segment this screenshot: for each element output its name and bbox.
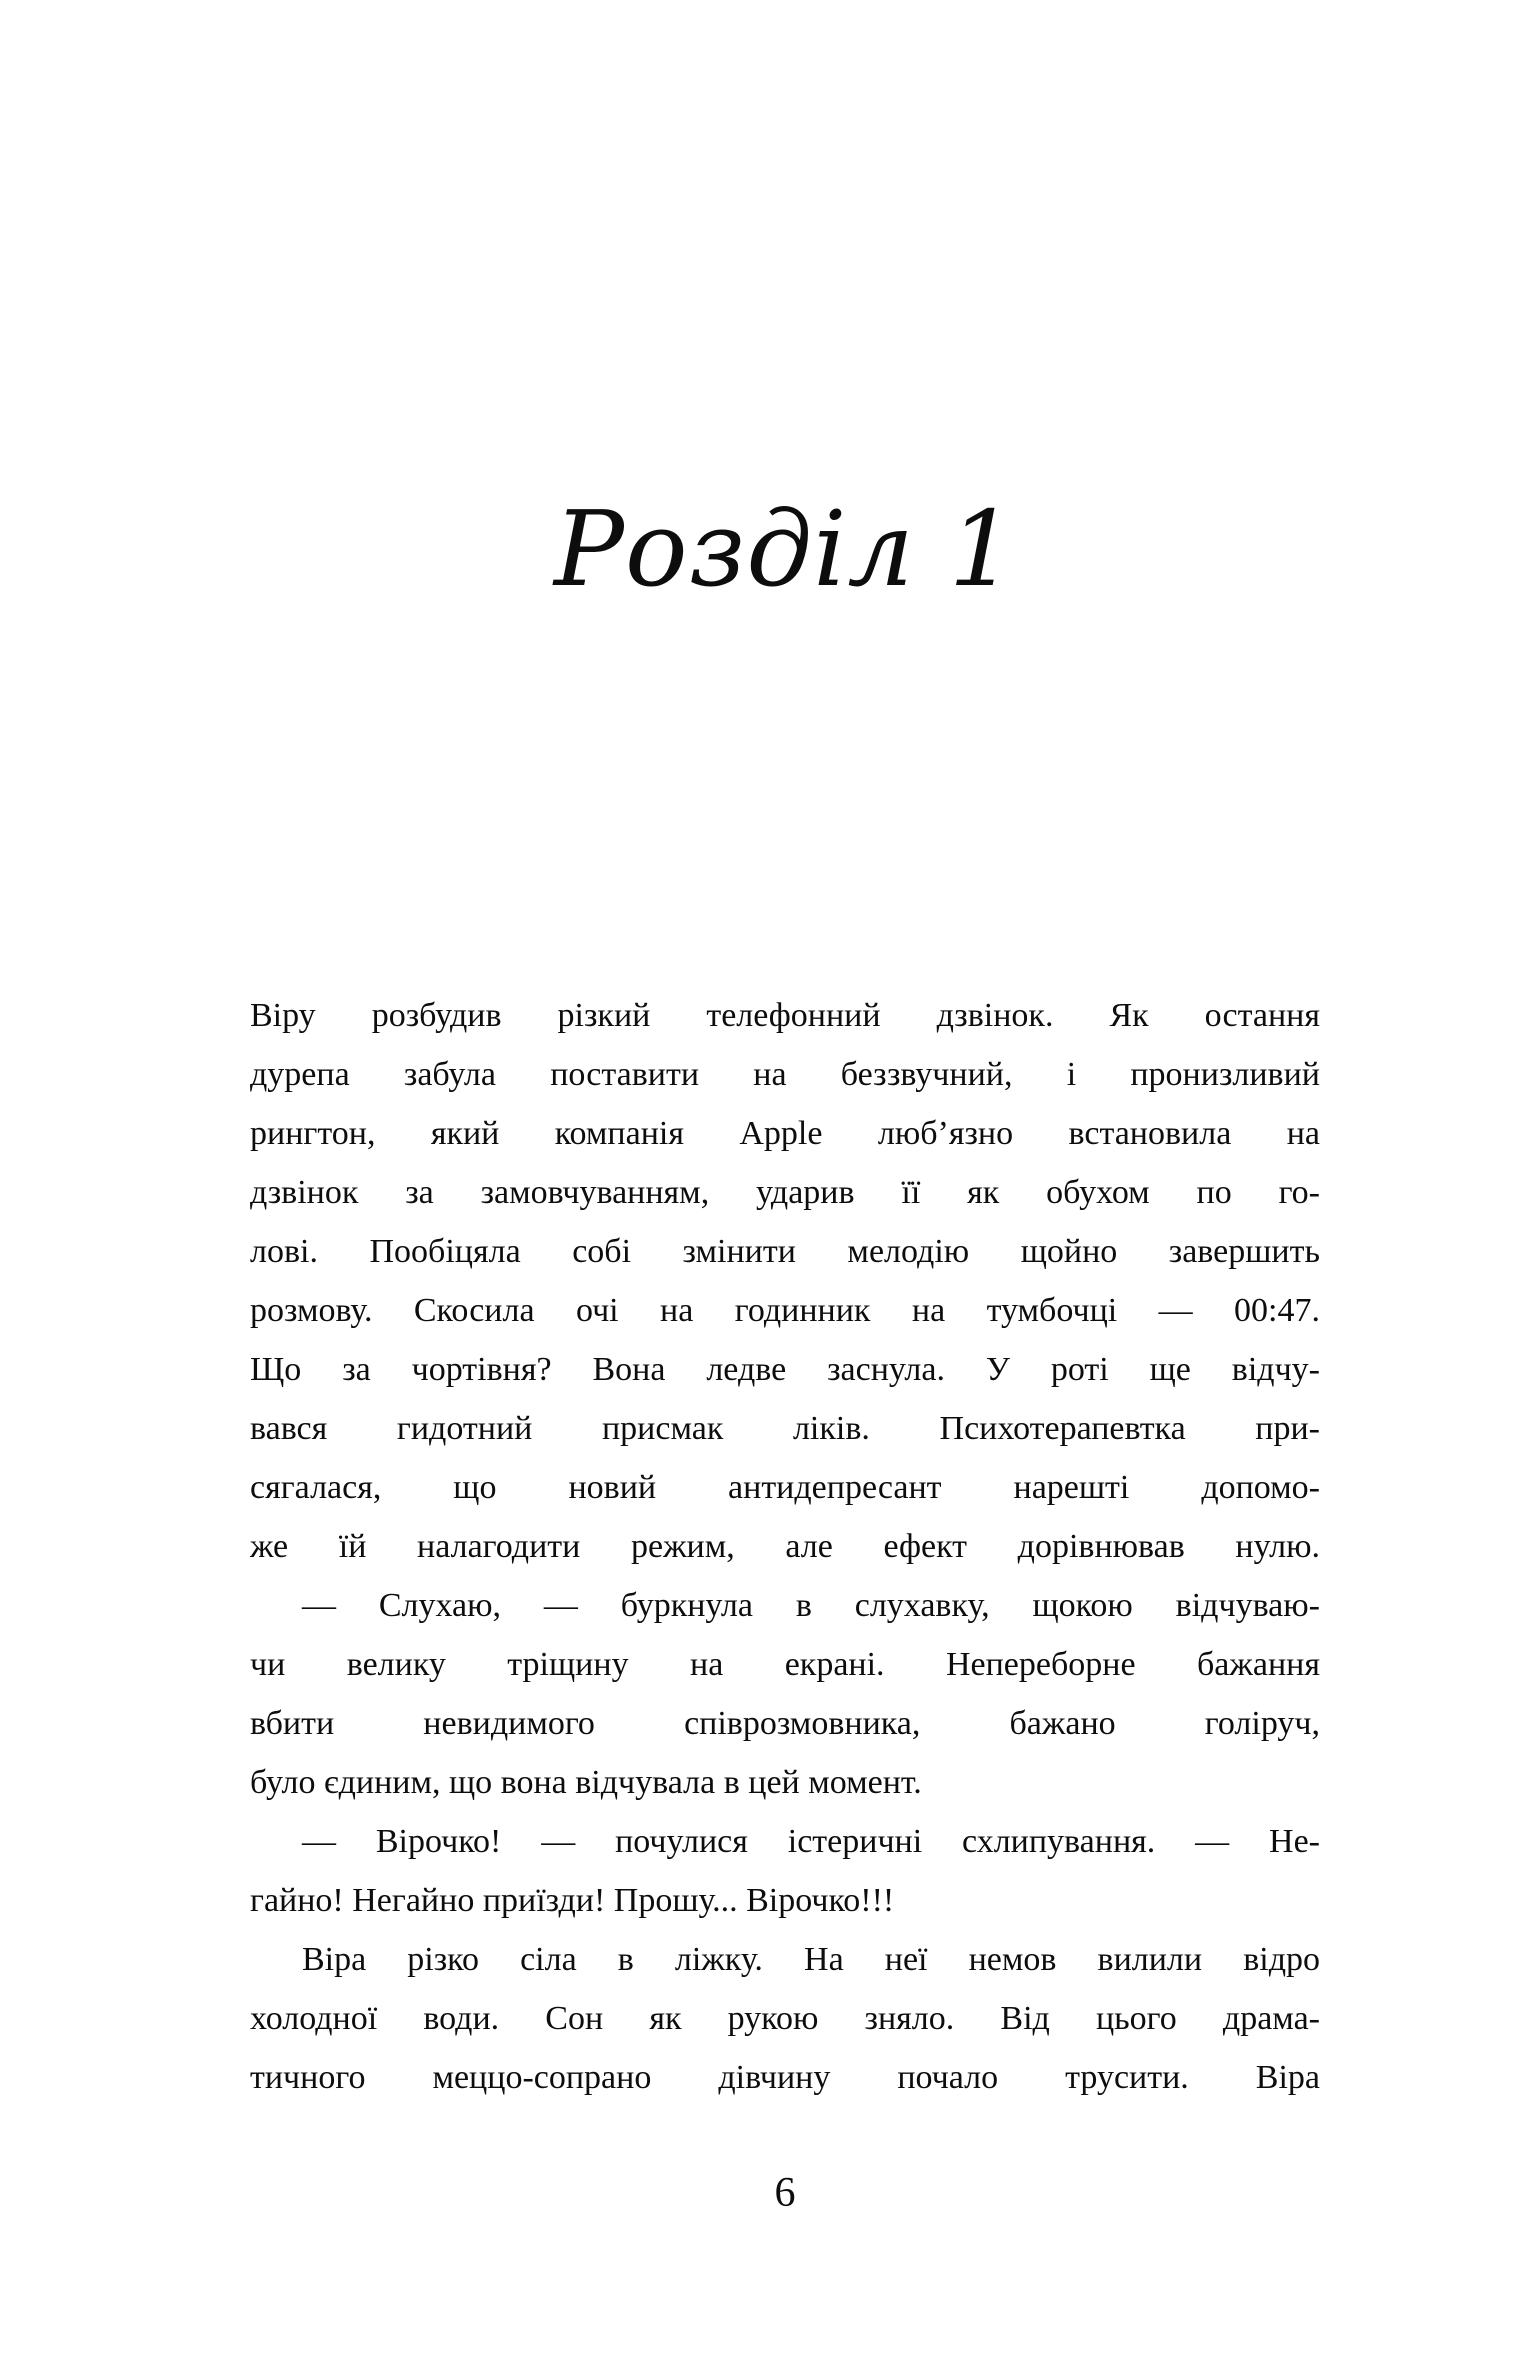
body-text [250, 986, 1320, 2107]
text-line: — Слухаю, — буркнула в слухавку, щокою відчуваю- [302, 1587, 1320, 1624]
text-line: Віра різко сіла в ліжку. На неї немов вилили відро [302, 1941, 1320, 1978]
text-line: дурепа забула поставити на беззвучний, і пронизливий [250, 1056, 1320, 1093]
text-line: рингтон, який компанія Apple люб’язно встановила на [250, 1115, 1320, 1152]
text-line: лові. Пообіцяла собі змінити мелодію щойно завершить [250, 1233, 1320, 1270]
text-line: чи велику тріщину на екрані. Непереборне бажання [250, 1646, 1320, 1683]
text-line: дзвінок за замовчуванням, ударив її як обухом по го- [250, 1174, 1320, 1211]
text-line: Віру розбудив різкий телефонний дзвінок. Як остання [250, 997, 1320, 1034]
text-line: — Вірочко! — почулися істеричні схлипування. — Не- [302, 1823, 1320, 1860]
text-line: холодної води. Сон як рукою зняло. Від цього драма- [250, 2000, 1320, 2037]
text-line: розмову. Скосила очі на годинник на тумбочці — 00:47. [250, 1292, 1320, 1329]
chapter-title: Розділ 1 [554, 488, 1016, 610]
text-line: гайно! Негайно приїзди! Прошу... Вірочко!!! [250, 1882, 895, 1919]
text-line: вався гидотний присмак ліків. Психотерапевтка при- [250, 1410, 1320, 1447]
text-line: було єдиним, що вона відчувала в цей момент. [250, 1764, 922, 1801]
text-line: же їй налагодити режим, але ефект дорівнював нулю. [250, 1528, 1320, 1565]
page-number: 6 [774, 2170, 796, 2216]
text-line: вбити невидимого співрозмовника, бажано голіруч, [250, 1705, 1320, 1742]
text-line: сягалася, що новий антидепресант нарешті допомо- [250, 1469, 1320, 1506]
text-line: тичного меццо-сопрано дівчину почало трусити. Віра [250, 2059, 1320, 2096]
text-line: Що за чортівня? Вона ледве заснула. У роті ще відчу- [250, 1351, 1320, 1388]
